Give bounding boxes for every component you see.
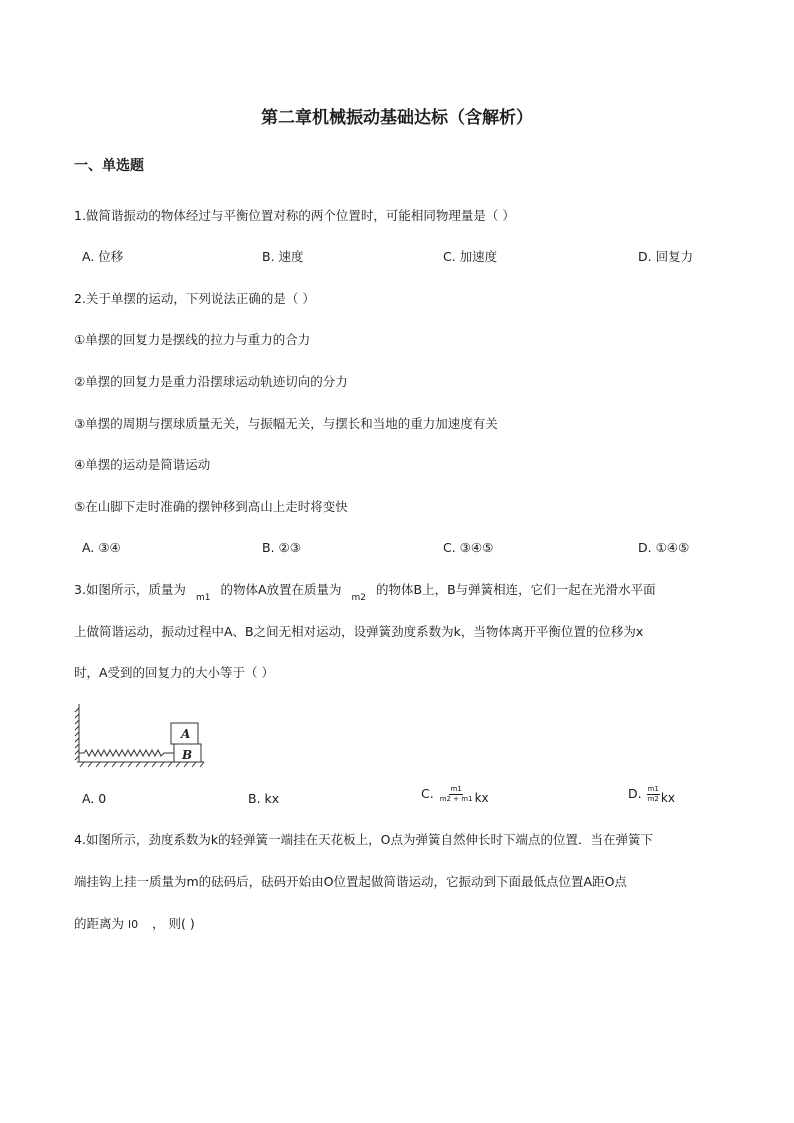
question-3-option-c xyxy=(421,784,489,805)
question-2-stem: 2.关于单摆的运动，下列说法正确的是（ ） xyxy=(74,291,315,306)
question-2-statement-1: ①单摆的回复力是摆线的拉力与重力的合力 xyxy=(74,332,311,347)
option-c-numerator: m1 xyxy=(450,785,462,793)
question-2-statement-3: ③单摆的周期与摆球质量无关，与振幅无关，与摆长和当地的重力加速度有关 xyxy=(74,416,498,431)
mass-m2-symbol: m2 xyxy=(351,593,366,603)
block-a-label: A xyxy=(181,727,191,741)
question-3-option-b: B. kx xyxy=(248,791,280,806)
question-2-statement-5: ⑤在山脚下走时准确的摆钟移到高山上走时将变快 xyxy=(74,499,348,514)
question-3-line-3: 时，A受到的回复力的大小等于（ ） xyxy=(74,665,275,680)
question-3-text-c: 的物体B上，B与弹簧相连，它们一起在光滑水平面 xyxy=(376,582,656,597)
question-1-option-d: D. 回复力 xyxy=(638,249,694,264)
question-1-stem: 1.做简谐振动的物体经过与平衡位置对称的两个位置时，可能相同物理量是（ ） xyxy=(74,208,515,223)
mass-m1-symbol: m1 xyxy=(195,593,211,603)
question-2-option-c: C. ③④⑤ xyxy=(443,540,494,555)
option-c-denominator: m2 + m1 xyxy=(439,795,473,803)
block-b-label: B xyxy=(182,748,193,762)
option-d-prefix: D. xyxy=(628,786,642,801)
question-3-option-a: A. 0 xyxy=(82,791,107,806)
question-3-line-1 xyxy=(74,580,656,602)
wall-hatching xyxy=(75,704,79,762)
question-2-statement-2: ②单摆的回复力是重力沿摆球运动轨迹切向的分力 xyxy=(74,374,348,389)
question-3-line-2: 上做简谐运动，振动过程中A、B之间无相对运动，设弹簧劲度系数为k，当物体离开平衡位置的位移为x xyxy=(74,624,644,639)
spring-coil xyxy=(79,750,174,756)
length-l0-symbol: l0 xyxy=(128,918,139,931)
page-title: 第二章机械振动基础达标（含解析） xyxy=(261,108,533,128)
question-4-line-2: 端挂钩上挂一质量为m的砝码后，砝码开始由O位置起做简谐运动，它振动到下面最低点位置A距O点 xyxy=(74,874,627,889)
section-heading: 一、单选题 xyxy=(74,158,144,174)
question-4-text-a: 的距离为 xyxy=(74,916,125,931)
question-2-statement-4: ④单摆的运动是简谐运动 xyxy=(74,457,211,472)
question-3-option-d xyxy=(628,784,675,805)
question-1-option-b: B. 速度 xyxy=(262,249,304,264)
floor-hatching xyxy=(77,762,204,767)
question-2-option-a: A. ③④ xyxy=(82,540,121,555)
option-c-prefix: C. xyxy=(421,786,434,801)
spring-block-figure xyxy=(74,700,208,772)
question-2-option-b: B. ②③ xyxy=(262,540,301,555)
question-4-line-1: 4.如图所示，劲度系数为k的轻弹簧一端挂在天花板上，O点为弹簧自然伸长时下端点的位置．当在弹簧下 xyxy=(74,832,654,847)
question-2-option-d: D. ①④⑤ xyxy=(638,540,690,555)
option-c-fraction xyxy=(439,785,474,804)
option-d-numerator: m1 xyxy=(647,785,659,793)
question-1-option-c: C. 加速度 xyxy=(443,249,498,264)
question-4-text-b: ， 则( ) xyxy=(152,916,195,931)
question-3-text-b: 的物体A放置在质量为 xyxy=(220,582,342,597)
question-3-text-a: 3.如图所示，质量为 xyxy=(74,582,186,597)
option-d-denominator: m2 xyxy=(647,795,659,803)
question-4-line-3 xyxy=(74,914,195,935)
question-1-option-a: A. 位移 xyxy=(82,249,124,264)
option-c-suffix: kx xyxy=(474,790,489,805)
option-d-suffix: kx xyxy=(660,790,675,805)
option-d-fraction xyxy=(647,785,660,804)
